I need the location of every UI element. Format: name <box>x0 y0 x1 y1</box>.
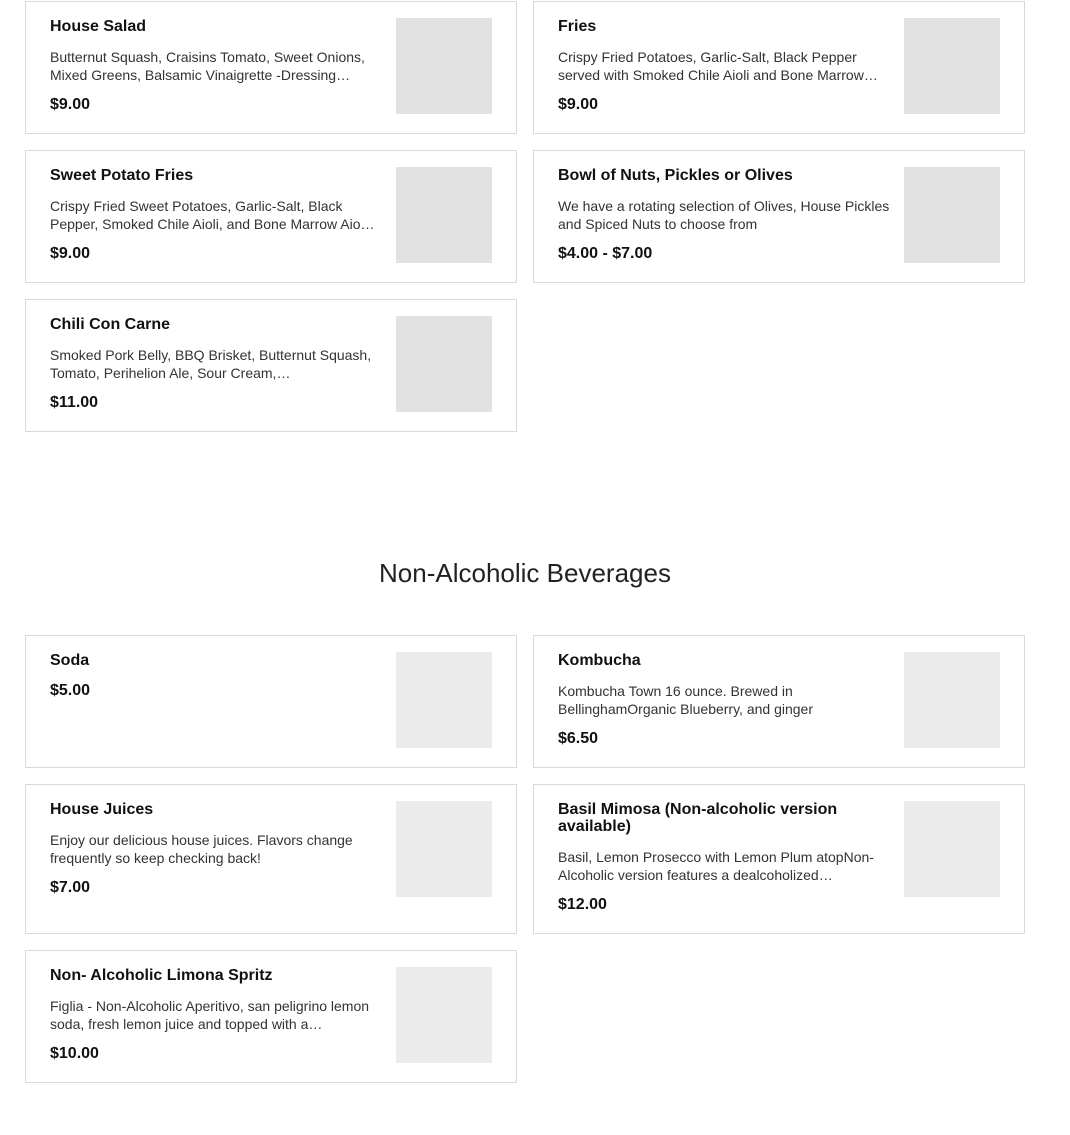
menu-item-price: $9.00 <box>50 96 91 113</box>
menu-item-card[interactable] <box>533 150 1025 283</box>
menu-item-name: House Salad <box>50 18 147 35</box>
menu-item-info <box>50 316 384 412</box>
menu-item-card[interactable] <box>25 784 517 934</box>
menu-item-info <box>50 18 384 114</box>
menu-item-name: Soda <box>50 652 90 669</box>
menu-item-image-placeholder <box>904 652 1000 748</box>
menu-item-image-placeholder <box>396 316 492 412</box>
menu-item-price: $7.00 <box>50 879 91 896</box>
menu-item-card[interactable] <box>25 635 517 768</box>
menu-item-image-placeholder <box>396 801 492 897</box>
menu-item-name: House Juices <box>50 801 154 818</box>
menu-item-image-placeholder <box>396 18 492 114</box>
menu-item-image-placeholder <box>904 801 1000 897</box>
menu-item-price: $5.00 <box>50 682 91 699</box>
menu-item-info <box>50 801 384 897</box>
menu-item-price: $12.00 <box>558 896 607 913</box>
menu-item-card[interactable] <box>533 784 1025 934</box>
menu-item-name: Sweet Potato Fries <box>50 167 194 184</box>
menu-item-card[interactable] <box>25 299 517 432</box>
menu-item-description: Basil, Lemon Prosecco with Lemon Plum atopNon-Alcoholic version features a dealcoholized… <box>558 849 874 883</box>
menu-item-price: $11.00 <box>50 394 99 411</box>
menu-item-price: $10.00 <box>50 1045 99 1062</box>
menu-item-image-placeholder <box>396 652 492 748</box>
menu-item-name: Non- Alcoholic Limona Spritz <box>50 967 273 984</box>
menu-item-description: Butternut Squash, Craisins Tomato, Sweet Onions, Mixed Greens, Balsamic Vinaigrette -Dressing… <box>50 49 365 83</box>
menu-item-info <box>50 967 384 1063</box>
menu-item-card[interactable] <box>25 150 517 283</box>
menu-item-name: Basil Mimosa (Non-alcoholic version available) <box>558 801 838 835</box>
menu-item-image-placeholder <box>396 167 492 263</box>
menu-item-info <box>558 167 892 263</box>
menu-item-description: Crispy Fried Sweet Potatoes, Garlic-Salt, Black Pepper, Smoked Chile Aioli, and Bone Marrow Aio… <box>50 198 375 232</box>
section-title: Non-Alcoholic Beverages <box>379 558 671 588</box>
menu-item-card[interactable] <box>25 950 517 1083</box>
menu-item-price: $9.00 <box>558 96 599 113</box>
menu-item-info <box>50 652 384 700</box>
menu-item-image-placeholder <box>904 18 1000 114</box>
menu-item-description: We have a rotating selection of Olives, House Pickles and Spiced Nuts to choose from <box>558 198 890 232</box>
menu-item-info <box>558 801 892 914</box>
menu-item-description: Smoked Pork Belly, BBQ Brisket, Butternut Squash, Tomato, Perihelion Ale, Sour Cream,… <box>50 347 372 381</box>
menu-item-description: Figlia - Non-Alcoholic Aperitivo, san peligrino lemon soda, fresh lemon juice and topped with a… <box>50 998 370 1032</box>
menu-item-price: $6.50 <box>558 730 599 747</box>
menu-item-image-placeholder <box>396 967 492 1063</box>
menu-item-info <box>50 167 384 263</box>
menu-item-description: Kombucha Town 16 ounce. Brewed in BellinghamOrganic Blueberry, and ginger <box>558 683 813 717</box>
menu-item-description: Crispy Fried Potatoes, Garlic-Salt, Black Pepper served with Smoked Chile Aioli and Bone Marrow… <box>558 49 878 83</box>
menu-item-card[interactable] <box>533 1 1025 134</box>
menu-item-info <box>558 18 892 114</box>
menu-item-price: $9.00 <box>50 245 91 262</box>
menu-item-name: Fries <box>558 18 597 35</box>
menu-item-description: Enjoy our delicious house juices. Flavors change frequently so keep checking back! <box>50 832 353 866</box>
menu-item-name: Bowl of Nuts, Pickles or Olives <box>558 167 793 184</box>
menu-item-name: Chili Con Carne <box>50 316 171 333</box>
menu-item-info <box>558 652 892 748</box>
menu-item-card[interactable] <box>533 635 1025 768</box>
menu-item-name: Kombucha <box>558 652 641 669</box>
menu-item-card[interactable] <box>25 1 517 134</box>
menu-item-price: $4.00 - $7.00 <box>558 245 653 262</box>
menu-item-image-placeholder <box>904 167 1000 263</box>
